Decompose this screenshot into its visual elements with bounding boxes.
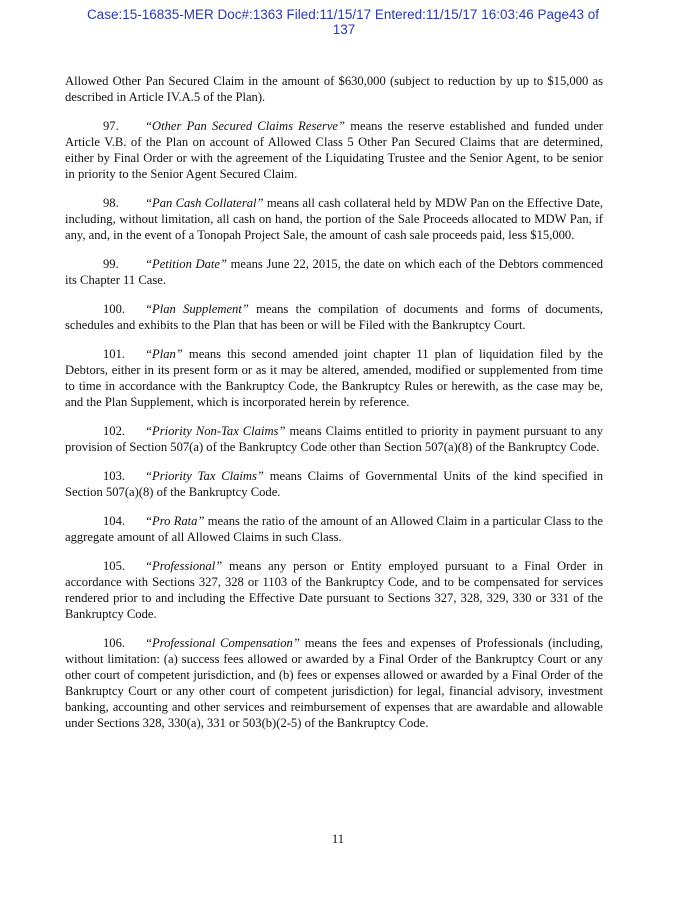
defined-term: “Professional Compensation” bbox=[145, 636, 300, 650]
defined-term: “Professional” bbox=[145, 559, 223, 573]
definition-98 bbox=[65, 195, 603, 243]
definition-text: means the reserve established and funded under Article V.B. of the Plan on account of Allowed Class 5 Other Pan Secured Claims that are determined, either by Final Order or with the agreement of the Liquidating Trustee and the Senior Agent, to be senior in priority to the Senior Agent Secured Claim. bbox=[65, 119, 603, 181]
definition-number: 105. bbox=[103, 559, 126, 573]
definition-text: means Claims entitled to priority in payment pursuant to any provision of Section 507(a) of the Bankruptcy Code other than Section 507(a)(8) of the Bankruptcy Code. bbox=[65, 424, 603, 454]
definition-number: 97. bbox=[103, 119, 119, 133]
definition-text: means any person or Entity employed pursuant to a Final Order in accordance with Sections 327, 328 or 1103 of the Bankruptcy Code, and to be compensated for services rendered prior to and including the Effective Date pursuant to Sections 327, 328, 329, 330 or 331 of the Bankruptcy Code. bbox=[65, 559, 603, 621]
defined-term: “Priority Non-Tax Claims” bbox=[145, 424, 286, 438]
definition-text: means the compilation of documents and forms of documents, schedules and exhibits to the Plan that has been or will be Filed with the Bankruptcy Court. bbox=[65, 302, 603, 332]
docket-header-line2: 137 bbox=[332, 22, 356, 37]
definition-text: means Claims of Governmental Units of the kind specified in Section 507(a)(8) of the Bankruptcy Code. bbox=[65, 469, 604, 499]
definition-105 bbox=[65, 558, 603, 622]
page-number: 11 bbox=[331, 832, 345, 846]
document-body bbox=[65, 73, 603, 744]
definition-number: 100. bbox=[103, 302, 126, 316]
defined-term: “Other Pan Secured Claims Reserve” bbox=[145, 119, 346, 133]
definition-102 bbox=[65, 423, 603, 455]
definition-text: means the ratio of the amount of an Allowed Claim in a particular Class to the aggregate amount of all Allowed Claims in such Class. bbox=[65, 514, 603, 544]
definition-number: 106. bbox=[103, 636, 126, 650]
definition-97 bbox=[65, 118, 603, 182]
definition-number: 104. bbox=[103, 514, 126, 528]
definition-number: 101. bbox=[103, 347, 126, 361]
definition-text: means June 22, 2015, the date on which each of the Debtors commenced its Chapter 11 Case. bbox=[65, 257, 603, 287]
defined-term: “Plan Supplement” bbox=[145, 302, 249, 316]
definition-99 bbox=[65, 256, 603, 288]
defined-term: “Priority Tax Claims” bbox=[145, 469, 264, 483]
definition-number: 99. bbox=[103, 257, 119, 271]
definition-text: means this second amended joint chapter 11 plan of liquidation filed by the Debtors, either in its present form or as it may be altered, amended, modified or supplemented from time to time in accordance with the Bankruptcy Code, the Bankruptcy Rules or herewith, as the case may be, and the Plan Supplement, which is incorporated herein by reference. bbox=[65, 347, 603, 409]
definition-text: means all cash collateral held by MDW Pan on the Effective Date, including, without limitation, all cash on hand, the portion of the Sale Proceeds allocated to MDW Pan, if any, and, in the event of a Tonopah Project Sale, the amount of cash sale proceeds paid, less $15,000. bbox=[65, 196, 604, 242]
definition-104 bbox=[65, 513, 603, 545]
defined-term: “Plan” bbox=[145, 347, 183, 361]
definition-number: 103. bbox=[103, 469, 126, 483]
definition-103 bbox=[65, 468, 603, 500]
defined-term: “Pan Cash Collateral” bbox=[145, 196, 264, 210]
definition-106 bbox=[65, 635, 603, 731]
defined-term: “Pro Rata” bbox=[145, 514, 205, 528]
defined-term: “Petition Date” bbox=[145, 257, 227, 271]
definition-number: 102. bbox=[103, 424, 126, 438]
definition-100 bbox=[65, 301, 603, 333]
definition-101 bbox=[65, 346, 603, 410]
definition-text: means the fees and expenses of Professionals (including, without limitation: (a) success fees allowed or awarded by a Final Order of the Bankruptcy Court or any other court of competent jurisdiction, and (b) fees or expenses allowed or awarded by a Final Order of the Bankruptcy Court or any other court of competent jurisdiction) for legal, financial advisory, investment banking, accounting and other services and reimbursement of expenses that are awardable and allowable under Sections 328, 330(a), 331 or 503(b)(2-5) of the Bankruptcy Code. bbox=[65, 636, 604, 730]
docket-header bbox=[0, 7, 676, 37]
definition-number: 98. bbox=[103, 196, 119, 210]
intro-paragraph: Allowed Other Pan Secured Claim in the amount of $630,000 (subject to reduction by up to $15,000 as described in Article IV.A.5 of the Plan). bbox=[65, 74, 603, 104]
docket-header-line1: Case:15-16835-MER Doc#:1363 Filed:11/15/17 Entered:11/15/17 16:03:46 Page43 of bbox=[86, 7, 600, 22]
